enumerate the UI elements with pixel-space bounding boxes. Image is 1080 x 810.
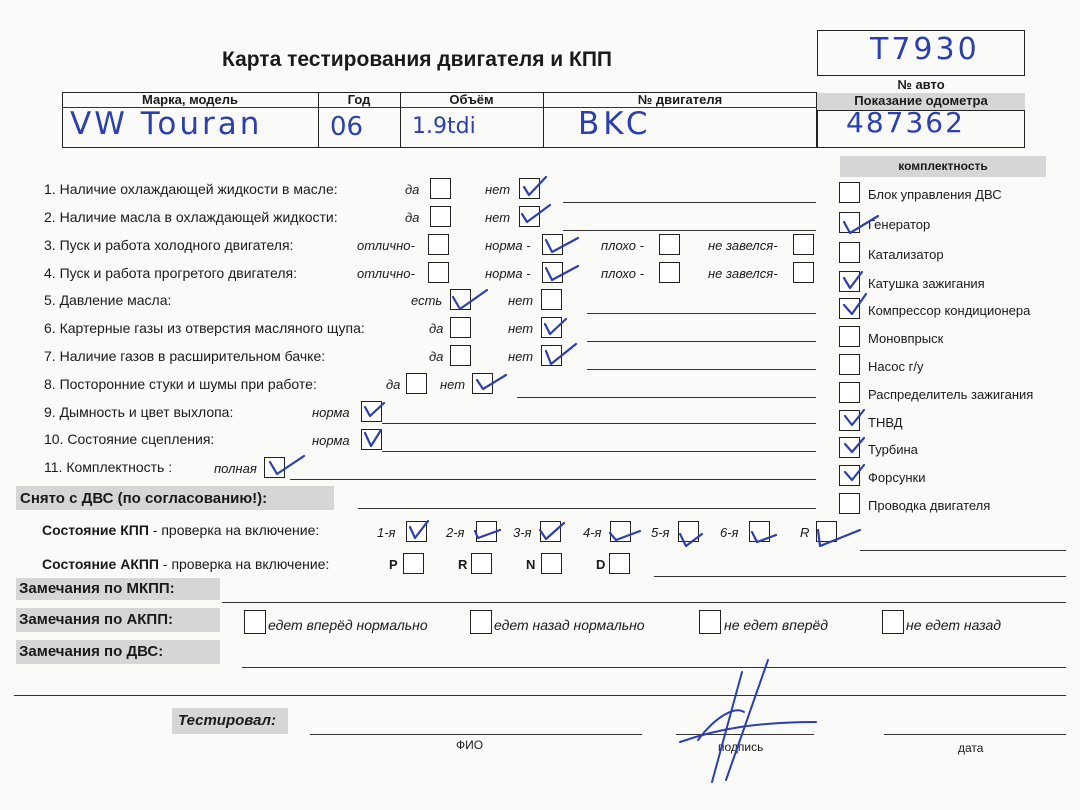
signature-label: подпись <box>718 740 764 754</box>
check-item-2-no <box>522 205 550 222</box>
kpp-gear-label-4: 4-я <box>583 525 602 540</box>
auto-number-label: № авто <box>897 77 945 92</box>
col-engine-number: № двигателя <box>637 92 723 107</box>
col-brand-model: Марка, модель <box>141 92 239 107</box>
completeness-label-8: Распределитель зажигания <box>868 387 1034 402</box>
item-8: 8. Посторонние стуки и шумы при работе: <box>44 376 317 392</box>
check-gear-2 <box>475 530 500 538</box>
item-3: 3. Пуск и работа холодного двигателя: <box>44 237 294 253</box>
check-item-10-normal <box>365 430 381 446</box>
completeness-label-10: Турбина <box>868 442 918 457</box>
item-1: 1. Наличие охлаждающей жидкости в масле: <box>44 181 338 197</box>
item-7: 7. Наличие газов в расширительном бачке: <box>44 348 326 364</box>
kpp-gear-label-7: R <box>800 525 810 540</box>
check-injectors <box>845 465 864 480</box>
check-turbo <box>845 438 864 452</box>
item-6: 6. Картерные газы из отверстия масляного щупа: <box>44 320 365 336</box>
item-5: 5. Давление масла: <box>44 292 172 308</box>
odometer-value: 487362 <box>846 106 965 139</box>
check-ignition-coil <box>844 272 862 288</box>
kpp-gear-label-2: 2-я <box>446 525 465 540</box>
check-item-8-no <box>477 375 506 389</box>
check-gear-5 <box>680 534 702 546</box>
check-item-9-normal <box>365 403 384 416</box>
item-10: 10. Состояние сцепления: <box>44 431 215 447</box>
akpp-label: Состояние АКПП - проверка на включение: <box>42 556 330 572</box>
item-9: 9. Дымность и цвет выхлопа: <box>44 404 234 420</box>
kpp-gear-label-3: 3-я <box>513 525 532 540</box>
kpp-gear-label-6: 6-я <box>720 525 739 540</box>
kpp-gear-label-1: 1-я <box>377 525 396 540</box>
completeness-title: комплектность <box>898 159 988 173</box>
page-title: Карта тестирования двигателя и КПП <box>222 48 613 71</box>
kpp-gear-label-5: 5-я <box>651 525 670 540</box>
volume-value: 1.9tdi <box>412 114 476 139</box>
year-value: 06 <box>330 112 364 142</box>
col-year: Год <box>347 92 371 107</box>
item-11: 11. Комплектность : <box>44 459 173 475</box>
odometer-label: Показание одометра <box>854 93 988 108</box>
auto-number-value: T7930 <box>870 32 980 67</box>
check-gear-r <box>818 530 860 546</box>
completeness-label-5: Компрессор кондиционера <box>868 303 1031 318</box>
col-volume: Объём <box>449 92 494 107</box>
remarks-mkpp-label: Замечания по МКПП: <box>19 580 175 597</box>
completeness-label-4: Катушка зажигания <box>868 276 985 291</box>
completeness-label-1: Блок управления ДВС <box>868 187 1002 202</box>
tested-by-label: Тестировал: <box>178 712 276 729</box>
check-item-4-normal <box>546 266 578 280</box>
item-4: 4. Пуск и работа прогретого двигателя: <box>44 265 298 281</box>
completeness-label-12: Проводка двигателя <box>868 498 991 513</box>
check-gear-3 <box>540 523 564 539</box>
check-tnvd <box>845 410 864 425</box>
completeness-label-2: Генератор <box>868 217 931 232</box>
item-2: 2. Наличие масла в охлаждающей жидкости: <box>44 209 338 225</box>
removed-label: Снято с ДВС (по согласованию!): <box>20 490 268 507</box>
kpp-label: Состояние КПП - проверка на включение: <box>42 522 320 538</box>
completeness-label-9: ТНВД <box>868 415 903 430</box>
check-ac-compressor <box>844 294 866 314</box>
check-item-11-full <box>270 456 304 474</box>
check-generator <box>844 216 878 233</box>
brand-model-value: VW Touran <box>70 106 263 142</box>
check-item-7-no <box>546 344 576 364</box>
check-gear-1 <box>410 521 428 538</box>
check-item-6-no <box>545 319 566 334</box>
check-item-1-no <box>524 177 546 195</box>
check-gear-6 <box>752 532 776 542</box>
signature-scribble <box>680 660 816 782</box>
date-label: дата <box>958 741 984 755</box>
remarks-akpp-label: Замечания по АКПП: <box>19 611 173 628</box>
engine-number-value: BKC <box>578 106 652 142</box>
fio-label: ФИО <box>456 738 484 752</box>
remarks-dvs-label: Замечания по ДВС: <box>19 643 164 660</box>
check-item-5-yes <box>453 290 487 309</box>
completeness-label-11: Форсунки <box>868 470 926 485</box>
completeness-label-3: Катализатор <box>868 247 944 262</box>
completeness-label-6: Моновпрыск <box>868 331 944 346</box>
check-item-3-normal <box>546 238 578 252</box>
completeness-label-7: Насос г/у <box>868 359 924 374</box>
check-gear-4 <box>610 531 640 540</box>
